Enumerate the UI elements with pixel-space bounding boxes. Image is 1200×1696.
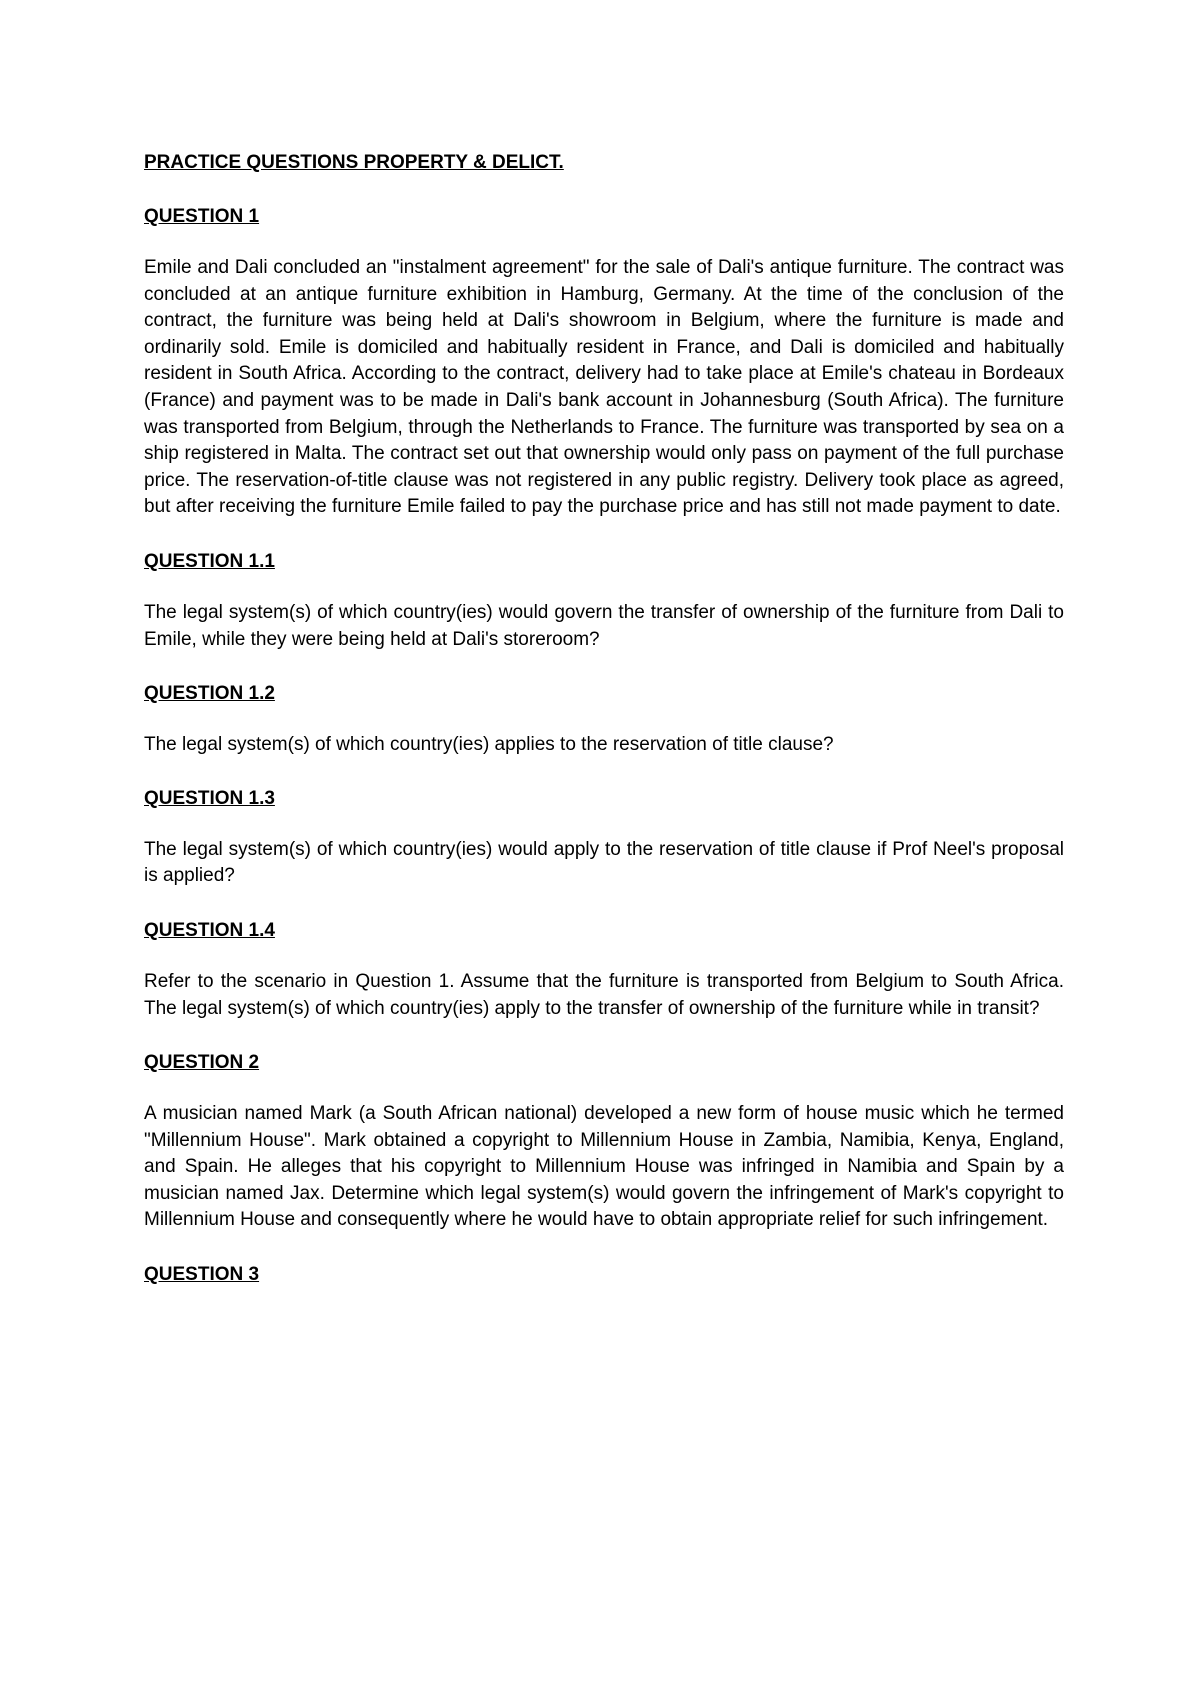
section-text-q1-4: Refer to the scenario in Question 1. Assume that the furniture is transported from Belgium to South Africa. The legal system(s) of which country(ies) apply to the transfer of ownership of the furniture while in transit? [144, 970, 1064, 1019]
section-text-q1-1: The legal system(s) of which country(ies) would govern the transfer of ownership of the furniture from Dali to Emile, while they were being held at Dali's storeroom? [144, 601, 1064, 650]
section-heading-q3: QUESTION 3 [144, 1264, 260, 1286]
section-heading-q1-3: QUESTION 1.3 [144, 787, 275, 809]
section-heading-q2: QUESTION 2 [144, 1052, 260, 1074]
document-page [144, 150, 1064, 1313]
section-heading-q1-1: QUESTION 1.1 [144, 550, 275, 572]
section-heading-q1-2: QUESTION 1.2 [144, 683, 275, 705]
section-text-q1: Emile and Dali concluded an "instalment agreement" for the sale of Dali's antique furniture. The contract was concluded at an antique furniture exhibition in Hamburg, Germany. At the time of the conclusion of the contract, the furniture was being held at Dali's showroom in Belgium, where the furniture is made and ordinarily sold. Emile is domiciled and habitually resident in France, and Dali is domiciled and habitually resident in South Africa. According to the contract, delivery had to take place at Emile's chateau in Bordeaux (France) and payment was to be made in Dali's bank account in Johannesburg (South Africa). The furniture was transported from Belgium, through the Netherlands to France. The furniture was transported by sea on a ship registered in Malta. The contract set out that ownership would only pass on payment of the full purchase price. The reservation-of-title clause was not registered in any public registry. Delivery took place as agreed, but after receiving the furniture Emile failed to pay the purchase price and has still not made payment to date. [144, 257, 1064, 518]
section-heading-q1-4: QUESTION 1.4 [144, 919, 275, 941]
section-heading-q1: QUESTION 1 [144, 206, 260, 227]
section-text-q1-3: The legal system(s) of which country(ies) would apply to the reservation of title clause if Prof Neel's proposal is applied? [144, 838, 1064, 887]
section-text-q2: A musician named Mark (a South African national) developed a new form of house music which he termed "Millennium House". Mark obtained a copyright to Millennium House in Zambia, Namibia, Kenya, England, and Spain. He alleges that his copyright to Millennium House was infringed in Namibia and Spain by a musician named Jax. Determine which legal system(s) would govern the infringement of Mark's copyright to Millennium House and consequently where he would have to obtain appropriate relief for such infringement. [144, 1103, 1064, 1231]
document-title: PRACTICE QUESTIONS PROPERTY & DELICT. [144, 152, 564, 173]
section-text-q1-2: The legal system(s) of which country(ies) applies to the reservation of title clause? [144, 734, 834, 756]
